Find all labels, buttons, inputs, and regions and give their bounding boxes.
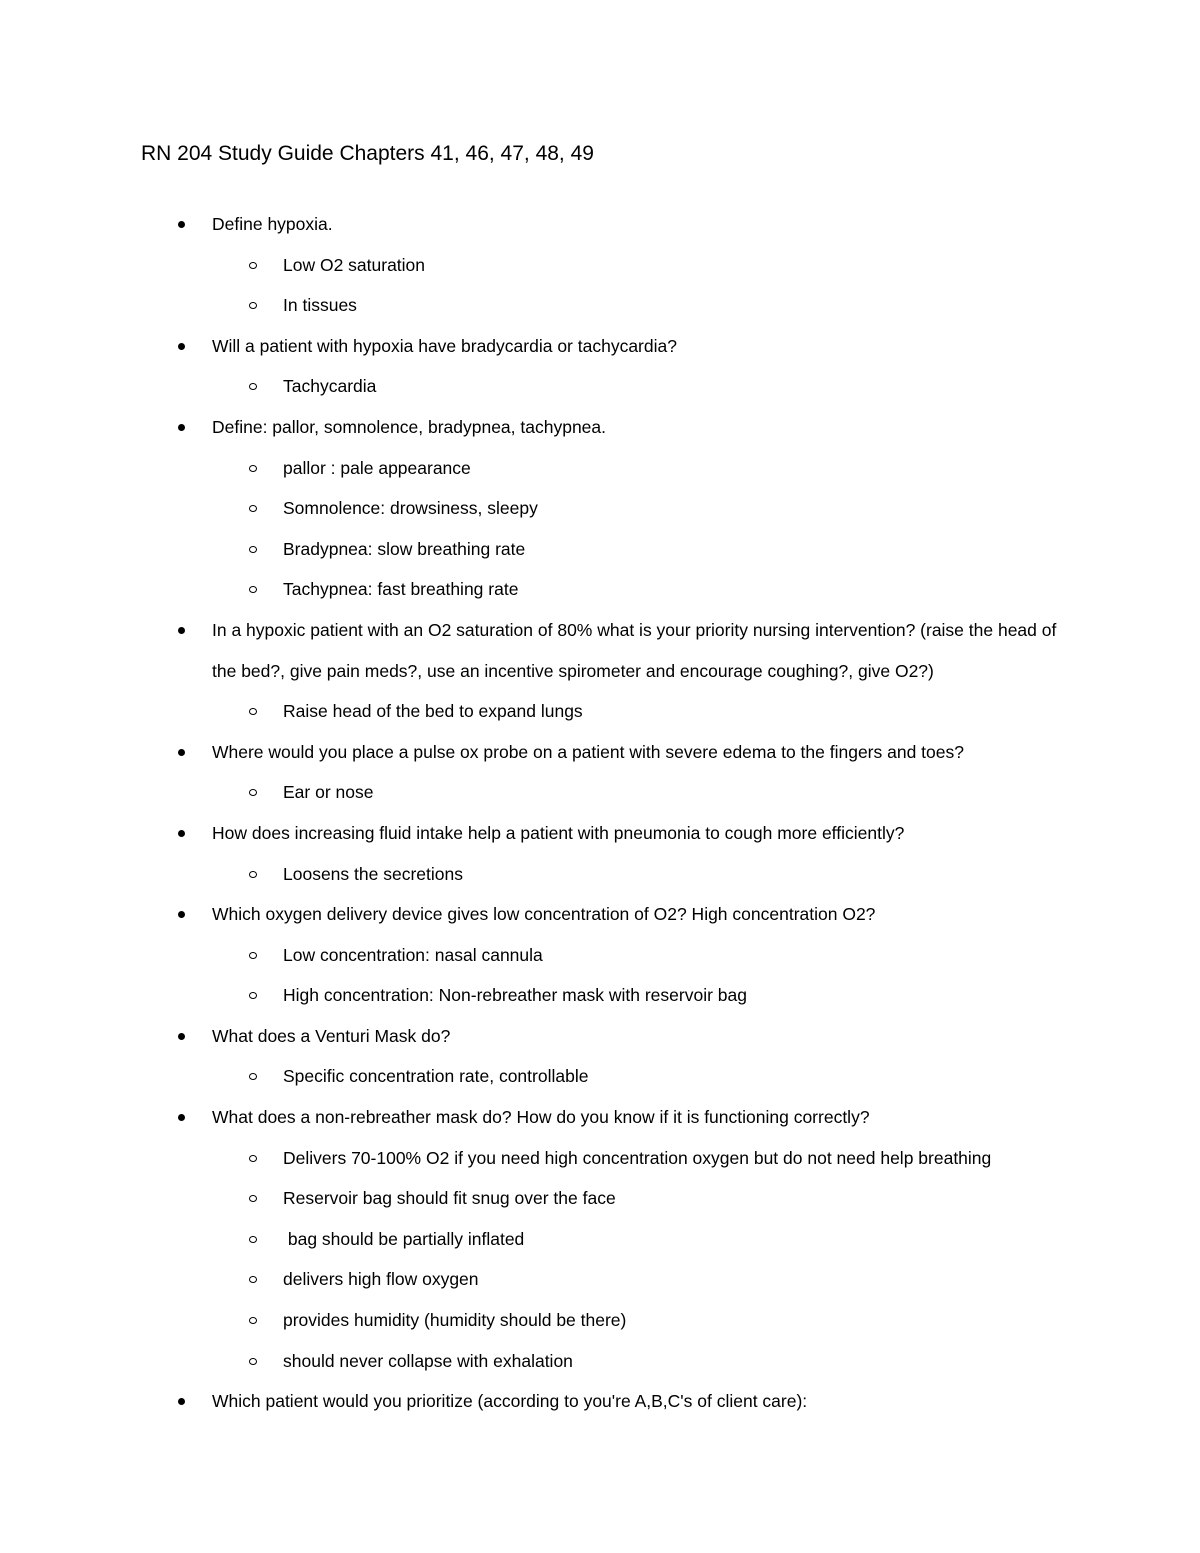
hollow-bullet-icon <box>249 262 257 269</box>
list-item-text: In a hypoxic patient with an O2 saturation of 80% what is your priority nursing intervention? (raise the head of the bed?, give pain meds?, use an incentive spirometer and encourage coughing?, give O2?) <box>212 619 1062 681</box>
hollow-bullet-icon <box>249 1073 257 1080</box>
list-item <box>0 772 1083 813</box>
list-item-text: Which oxygen delivery device gives low concentration of O2? High concentration O2? <box>212 904 876 925</box>
list-item <box>0 1341 1083 1382</box>
list-item <box>0 407 1062 448</box>
hollow-bullet-icon <box>249 302 257 309</box>
list-item-text: bag should be partially inflated <box>283 1228 525 1249</box>
hollow-bullet-icon <box>249 1195 257 1202</box>
hollow-bullet-icon <box>249 1236 257 1243</box>
list-item-text: Where would you place a pulse ox probe on a patient with severe edema to the fingers and toes? <box>212 741 964 762</box>
list-item-text: delivers high flow oxygen <box>283 1269 479 1290</box>
hollow-bullet-icon <box>249 546 257 553</box>
list-item-text: Specific concentration rate, controllable <box>283 1066 589 1087</box>
bullet-icon <box>178 1033 185 1040</box>
list-item <box>0 691 1083 732</box>
bullet-icon <box>178 830 185 837</box>
hollow-bullet-icon <box>249 992 257 999</box>
document-title: RN 204 Study Guide Chapters 41, 46, 47, 48, 49 <box>141 142 594 165</box>
list-item <box>0 1056 1083 1097</box>
list-item-text: Define: pallor, somnolence, bradypnea, tachypnea. <box>212 416 607 437</box>
hollow-bullet-icon <box>249 789 257 796</box>
list-item-text: provides humidity (humidity should be there) <box>283 1310 627 1331</box>
list-item-text: What does a Venturi Mask do? <box>212 1025 451 1046</box>
list-item <box>0 326 1062 367</box>
list-item-text: Somnolence: drowsiness, sleepy <box>283 498 538 519</box>
hollow-bullet-icon <box>249 586 257 593</box>
list-item-text: Which patient would you prioritize (according to you're A,B,C's of client care): <box>212 1391 808 1412</box>
list-item <box>0 1381 1062 1422</box>
list-item <box>0 813 1062 854</box>
hollow-bullet-icon <box>249 1155 257 1162</box>
list-item <box>0 529 1083 570</box>
list-item <box>0 935 1083 976</box>
bullet-icon <box>178 911 185 918</box>
hollow-bullet-icon <box>249 952 257 959</box>
list-item <box>0 894 1062 935</box>
bullet-icon <box>178 424 185 431</box>
bullet-icon <box>178 749 185 756</box>
hollow-bullet-icon <box>249 383 257 390</box>
hollow-bullet-icon <box>249 1276 257 1283</box>
list-item-text: What does a non-rebreather mask do? How do you know if it is functioning correctly? <box>212 1107 870 1128</box>
list-item-text: Raise head of the bed to expand lungs <box>283 701 583 722</box>
list-item-text: Low concentration: nasal cannula <box>283 944 543 965</box>
list-item-text: Tachycardia <box>283 376 377 397</box>
list-item-text: High concentration: Non-rebreather mask with reservoir bag <box>283 985 747 1006</box>
hollow-bullet-icon <box>249 465 257 472</box>
list-item <box>0 204 1062 245</box>
list-item-text: Ear or nose <box>283 782 374 803</box>
list-item <box>0 1300 1083 1341</box>
list-item-text: Will a patient with hypoxia have bradycardia or tachycardia? <box>212 335 677 356</box>
list-item <box>0 285 1083 326</box>
list-item-text: Define hypoxia. <box>212 214 333 234</box>
list-item <box>0 245 1083 286</box>
list-item <box>0 854 1083 895</box>
list-item-text: Loosens the secretions <box>283 863 463 884</box>
list-item-text: Bradypnea: slow breathing rate <box>283 538 526 559</box>
bullet-icon <box>178 627 185 634</box>
hollow-bullet-icon <box>249 708 257 715</box>
list-item <box>0 569 1083 610</box>
list-item <box>0 1178 1083 1219</box>
bullet-icon <box>178 1114 185 1121</box>
list-item <box>0 1016 1062 1057</box>
hollow-bullet-icon <box>249 871 257 878</box>
list-item <box>0 488 1083 529</box>
hollow-bullet-icon <box>249 1358 257 1365</box>
bullet-icon <box>178 1398 185 1405</box>
list-item-text: In tissues <box>283 295 357 316</box>
hollow-bullet-icon <box>249 1317 257 1324</box>
list-item-text: Reservoir bag should fit snug over the face <box>283 1188 616 1209</box>
list-item <box>0 448 1083 489</box>
bullet-icon <box>178 221 185 228</box>
list-item <box>0 975 1083 1016</box>
study-guide-list <box>0 204 1200 1422</box>
list-item-text: Delivers 70-100% O2 if you need high concentration oxygen but do not need help breathing <box>283 1147 992 1168</box>
bullet-icon <box>178 343 185 350</box>
list-item <box>0 1138 1083 1179</box>
list-item <box>0 732 1062 773</box>
list-item <box>0 610 1062 691</box>
list-item <box>0 1097 1062 1138</box>
hollow-bullet-icon <box>249 505 257 512</box>
list-item <box>0 1219 1083 1260</box>
list-item <box>0 366 1083 407</box>
list-item-text: Tachypnea: fast breathing rate <box>283 579 519 600</box>
list-item <box>0 1259 1083 1300</box>
list-item-text: pallor : pale appearance <box>283 457 471 478</box>
list-item-text: How does increasing fluid intake help a patient with pneumonia to cough more efficiently? <box>212 822 905 843</box>
list-item-text: Low O2 saturation <box>283 254 426 275</box>
list-item-text: should never collapse with exhalation <box>283 1350 573 1371</box>
